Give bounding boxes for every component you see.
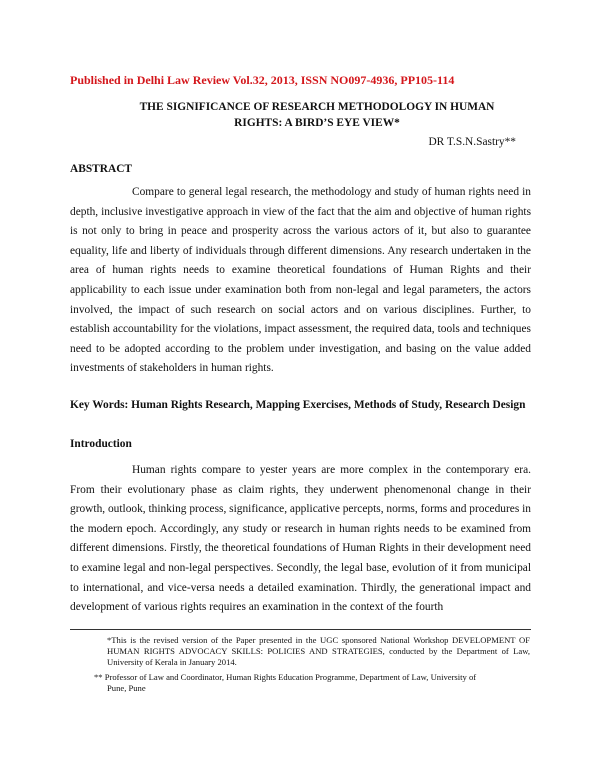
- introduction-heading: Introduction: [70, 438, 132, 450]
- footnote-divider: [70, 629, 531, 630]
- introduction-paragraph: Human rights compare to yester years are more complex in the contemporary era. From their evolutionary phase as claim rights, they underwent phenomenonal change in their growth, outlook, thinking process, significance, applicative percepts, norms, forms and procedures in the modern epoch. Accordingly, any study or research in human rights needs to be examined from different dimensions. Firstly, the theoretical foundations of Human Rights in their development need to examine legal and non-legal perspectives. Secondly, the legal base, evolution of it from municipal to international, and vice-versa needs a detailed examination. Thirdly, the generational impact and development of various rights requires an examination in the context of the fourth: [70, 464, 531, 614]
- footnote-1: *This is the revised version of the Paper presented in the UGC sponsored National Workshop DEVELOPMENT OF HUMAN RIGHTS ADVOCACY SKILLS: POLICIES AND STRATEGIES, conducted by the Department of Law, University of Kerala in January 2014.: [107, 635, 530, 667]
- title-line-2: RIGHTS: A BIRD’S EYE VIEW*: [234, 117, 400, 129]
- abstract-heading: ABSTRACT: [70, 163, 133, 175]
- footnote-2-lead: ** Professor of Law and Coordinator, Human Rights Education Programme, Department of Law, University of: [94, 672, 477, 682]
- footnote-2: [94, 672, 530, 694]
- title-line-1: THE SIGNIFICANCE OF RESEARCH METHODOLOGY IN HUMAN: [139, 101, 495, 113]
- footnote-2-continuation: Pune, Pune: [107, 683, 146, 693]
- author-name: DR T.S.N.Sastry**: [428, 136, 516, 148]
- paper-title: [96, 99, 538, 131]
- abstract-paragraph: Compare to general legal research, the methodology and study of human rights need in depth, inclusive investigative approach in view of the fact that the aim and objective of human rights is not only to bring in peace and prosperity across the various actors of it, but also to guarantee equality, life and liberty of individuals through different dimensions. Any research undertaken in the area of human rights needs to examine theoretical foundations of Human Rights and their applicability to each issue under examination both from non-legal and legal parameters, the actors involved, the impact of such research on social actors and on various disciplines. Further, to establish accountability for the violations, impact assessment, the required data, tools and techniques need to be adopted according to the problem under investigation, and basing on the value added investments of stakeholders in human rights.: [70, 186, 531, 375]
- publication-line: Published in Delhi Law Review Vol.32, 2013, ISSN NO097-4936, PP105-114: [70, 73, 455, 87]
- keywords: Key Words: Human Rights Research, Mapping Exercises, Methods of Study, Research Design: [70, 399, 526, 411]
